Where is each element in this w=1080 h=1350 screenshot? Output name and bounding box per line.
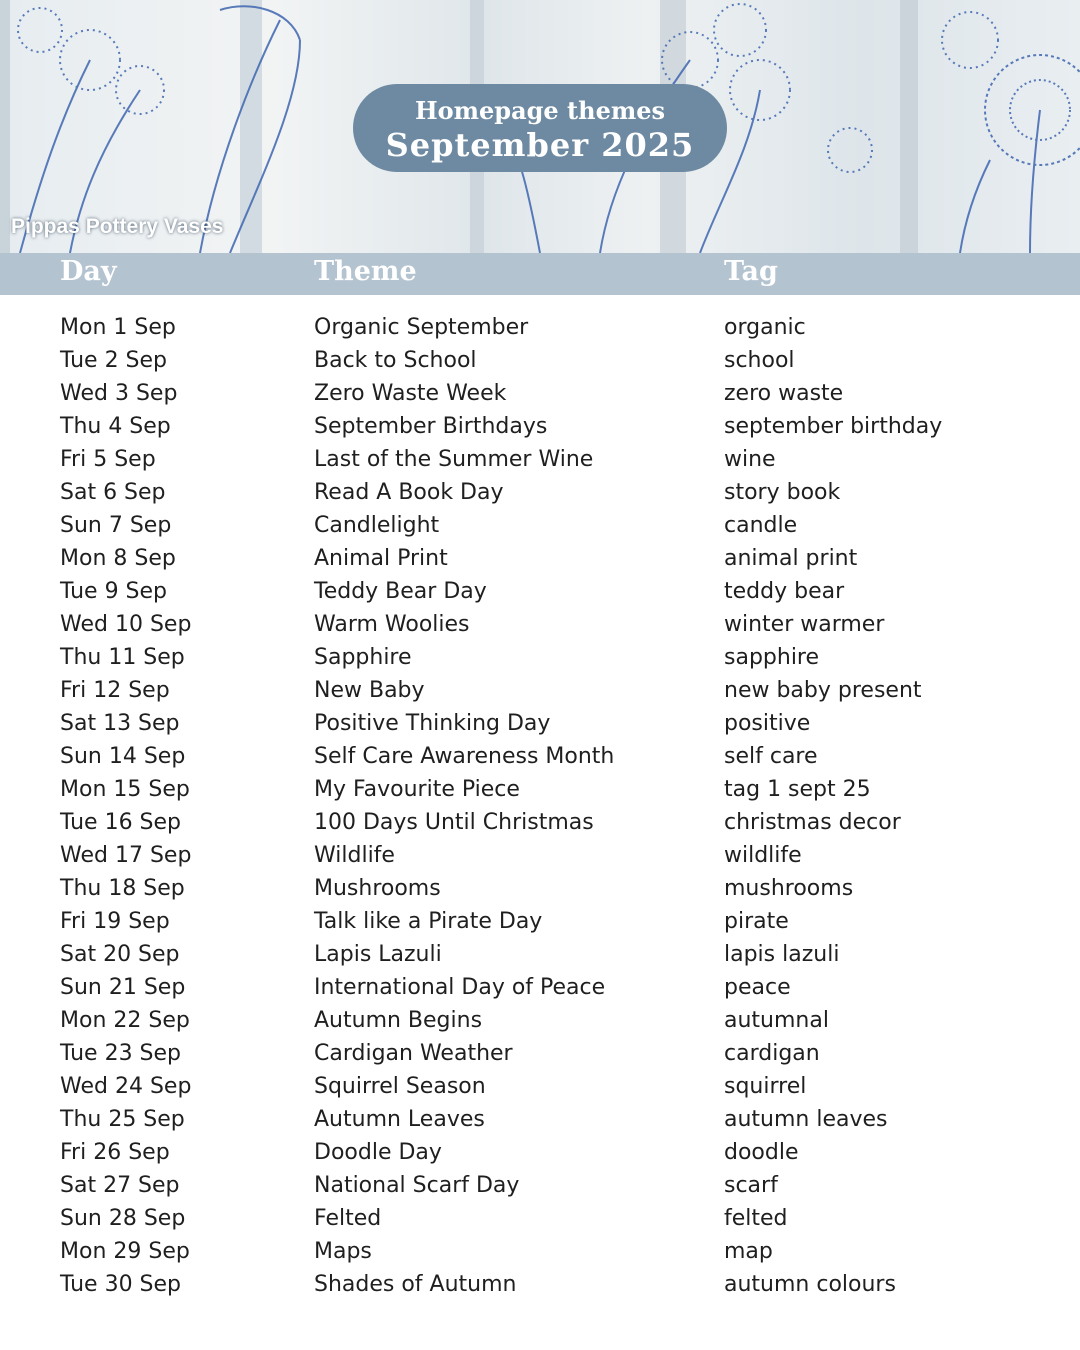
theme-cell: Last of the Summer Wine [314, 447, 594, 472]
theme-cell: Autumn Leaves [314, 1107, 485, 1132]
table-row [0, 1202, 1080, 1235]
title-pill [353, 84, 727, 172]
tag-cell: map [724, 1239, 773, 1264]
theme-cell: International Day of Peace [314, 975, 606, 1000]
day-cell: Sun 28 Sep [60, 1206, 186, 1231]
table-row [0, 575, 1080, 608]
theme-cell: Sapphire [314, 645, 412, 670]
day-cell: Fri 19 Sep [60, 909, 170, 934]
table-row [0, 674, 1080, 707]
tag-cell: autumn colours [724, 1272, 896, 1297]
day-cell: Fri 12 Sep [60, 678, 170, 703]
table-header [0, 253, 1080, 295]
theme-cell: Shades of Autumn [314, 1272, 517, 1297]
tag-cell: mushrooms [724, 876, 854, 901]
day-cell: Tue 30 Sep [60, 1272, 182, 1297]
theme-cell: My Favourite Piece [314, 777, 520, 802]
table-row [0, 707, 1080, 740]
tag-cell: scarf [724, 1173, 778, 1198]
tag-cell: zero waste [724, 381, 844, 406]
tag-cell: peace [724, 975, 791, 1000]
title-line-1: Homepage themes [414, 96, 666, 125]
table-row [0, 806, 1080, 839]
tag-cell: winter warmer [724, 612, 885, 637]
table-row [0, 1169, 1080, 1202]
theme-cell: Teddy Bear Day [314, 579, 487, 604]
theme-cell: Zero Waste Week [314, 381, 507, 406]
day-cell: Wed 10 Sep [60, 612, 192, 637]
day-cell: Mon 1 Sep [60, 315, 176, 340]
tag-cell: wildlife [724, 843, 802, 868]
day-cell: Mon 22 Sep [60, 1008, 190, 1033]
table-row [0, 542, 1080, 575]
tag-cell: doodle [724, 1140, 799, 1165]
day-cell: Thu 11 Sep [60, 645, 185, 670]
day-cell: Mon 8 Sep [60, 546, 176, 571]
brand-watermark: Pippas Pottery Vases [11, 215, 224, 238]
tag-cell: pirate [724, 909, 789, 934]
theme-cell: Doodle Day [314, 1140, 442, 1165]
day-cell: Thu 18 Sep [60, 876, 185, 901]
table-row [0, 509, 1080, 542]
theme-cell: Positive Thinking Day [314, 711, 551, 736]
table-row [0, 311, 1080, 344]
table-row [0, 410, 1080, 443]
column-header-tag: Tag [724, 256, 778, 287]
theme-cell: National Scarf Day [314, 1173, 520, 1198]
tag-cell: new baby present [724, 678, 922, 703]
theme-cell: September Birthdays [314, 414, 548, 439]
day-cell: Sat 6 Sep [60, 480, 166, 505]
tag-cell: tag 1 sept 25 [724, 777, 871, 802]
theme-cell: Self Care Awareness Month [314, 744, 615, 769]
tag-cell: squirrel [724, 1074, 807, 1099]
table-row [0, 1004, 1080, 1037]
table-row [0, 1103, 1080, 1136]
table-row [0, 1235, 1080, 1268]
theme-cell: Warm Woolies [314, 612, 470, 637]
column-header-theme: Theme [314, 256, 417, 287]
theme-cell: 100 Days Until Christmas [314, 810, 594, 835]
theme-cell: Read A Book Day [314, 480, 504, 505]
theme-cell: Animal Print [314, 546, 448, 571]
day-cell: Mon 29 Sep [60, 1239, 190, 1264]
table-row [0, 839, 1080, 872]
day-cell: Sat 13 Sep [60, 711, 180, 736]
tag-cell: wine [724, 447, 776, 472]
day-cell: Fri 5 Sep [60, 447, 156, 472]
theme-cell: Autumn Begins [314, 1008, 483, 1033]
theme-table [0, 311, 1080, 1301]
tag-cell: autumn leaves [724, 1107, 888, 1132]
tag-cell: story book [724, 480, 841, 505]
tag-cell: sapphire [724, 645, 820, 670]
column-header-day: Day [60, 256, 117, 287]
table-row [0, 1070, 1080, 1103]
table-row [0, 971, 1080, 1004]
day-cell: Sun 7 Sep [60, 513, 172, 538]
day-cell: Tue 23 Sep [60, 1041, 182, 1066]
tag-cell: animal print [724, 546, 858, 571]
table-row [0, 377, 1080, 410]
day-cell: Tue 2 Sep [60, 348, 168, 373]
tag-cell: organic [724, 315, 806, 340]
day-cell: Sat 20 Sep [60, 942, 180, 967]
day-cell: Wed 3 Sep [60, 381, 178, 406]
title-line-2: September 2025 [385, 126, 695, 164]
table-row [0, 608, 1080, 641]
day-cell: Sun 21 Sep [60, 975, 186, 1000]
theme-cell: Candlelight [314, 513, 440, 538]
tag-cell: september birthday [724, 414, 943, 439]
day-cell: Thu 25 Sep [60, 1107, 185, 1132]
tag-cell: candle [724, 513, 798, 538]
tag-cell: self care [724, 744, 818, 769]
tag-cell: lapis lazuli [724, 942, 840, 967]
tag-cell: autumnal [724, 1008, 829, 1033]
table-row [0, 905, 1080, 938]
theme-cell: Maps [314, 1239, 372, 1264]
table-row [0, 476, 1080, 509]
table-row [0, 1037, 1080, 1070]
day-cell: Sun 14 Sep [60, 744, 186, 769]
day-cell: Tue 9 Sep [60, 579, 168, 604]
table-row [0, 1268, 1080, 1301]
theme-cell: Cardigan Weather [314, 1041, 513, 1066]
table-row [0, 740, 1080, 773]
day-cell: Mon 15 Sep [60, 777, 190, 802]
table-row [0, 872, 1080, 905]
table-row [0, 773, 1080, 806]
table-row [0, 641, 1080, 674]
table-row [0, 344, 1080, 377]
day-cell: Fri 26 Sep [60, 1140, 170, 1165]
table-row [0, 443, 1080, 476]
day-cell: Sat 27 Sep [60, 1173, 180, 1198]
day-cell: Tue 16 Sep [60, 810, 182, 835]
header-photo [0, 0, 1080, 253]
day-cell: Wed 24 Sep [60, 1074, 192, 1099]
theme-cell: Wildlife [314, 843, 395, 868]
theme-cell: New Baby [314, 678, 425, 703]
table-row [0, 1136, 1080, 1169]
theme-cell: Talk like a Pirate Day [314, 909, 543, 934]
theme-cell: Mushrooms [314, 876, 441, 901]
theme-cell: Organic September [314, 315, 529, 340]
tag-cell: school [724, 348, 795, 373]
theme-cell: Back to School [314, 348, 477, 373]
theme-cell: Felted [314, 1206, 382, 1231]
tag-cell: christmas decor [724, 810, 901, 835]
tag-cell: positive [724, 711, 811, 736]
day-cell: Thu 4 Sep [60, 414, 171, 439]
table-row [0, 938, 1080, 971]
day-cell: Wed 17 Sep [60, 843, 192, 868]
tag-cell: teddy bear [724, 579, 845, 604]
tag-cell: felted [724, 1206, 788, 1231]
tag-cell: cardigan [724, 1041, 820, 1066]
theme-cell: Squirrel Season [314, 1074, 486, 1099]
theme-cell: Lapis Lazuli [314, 942, 442, 967]
